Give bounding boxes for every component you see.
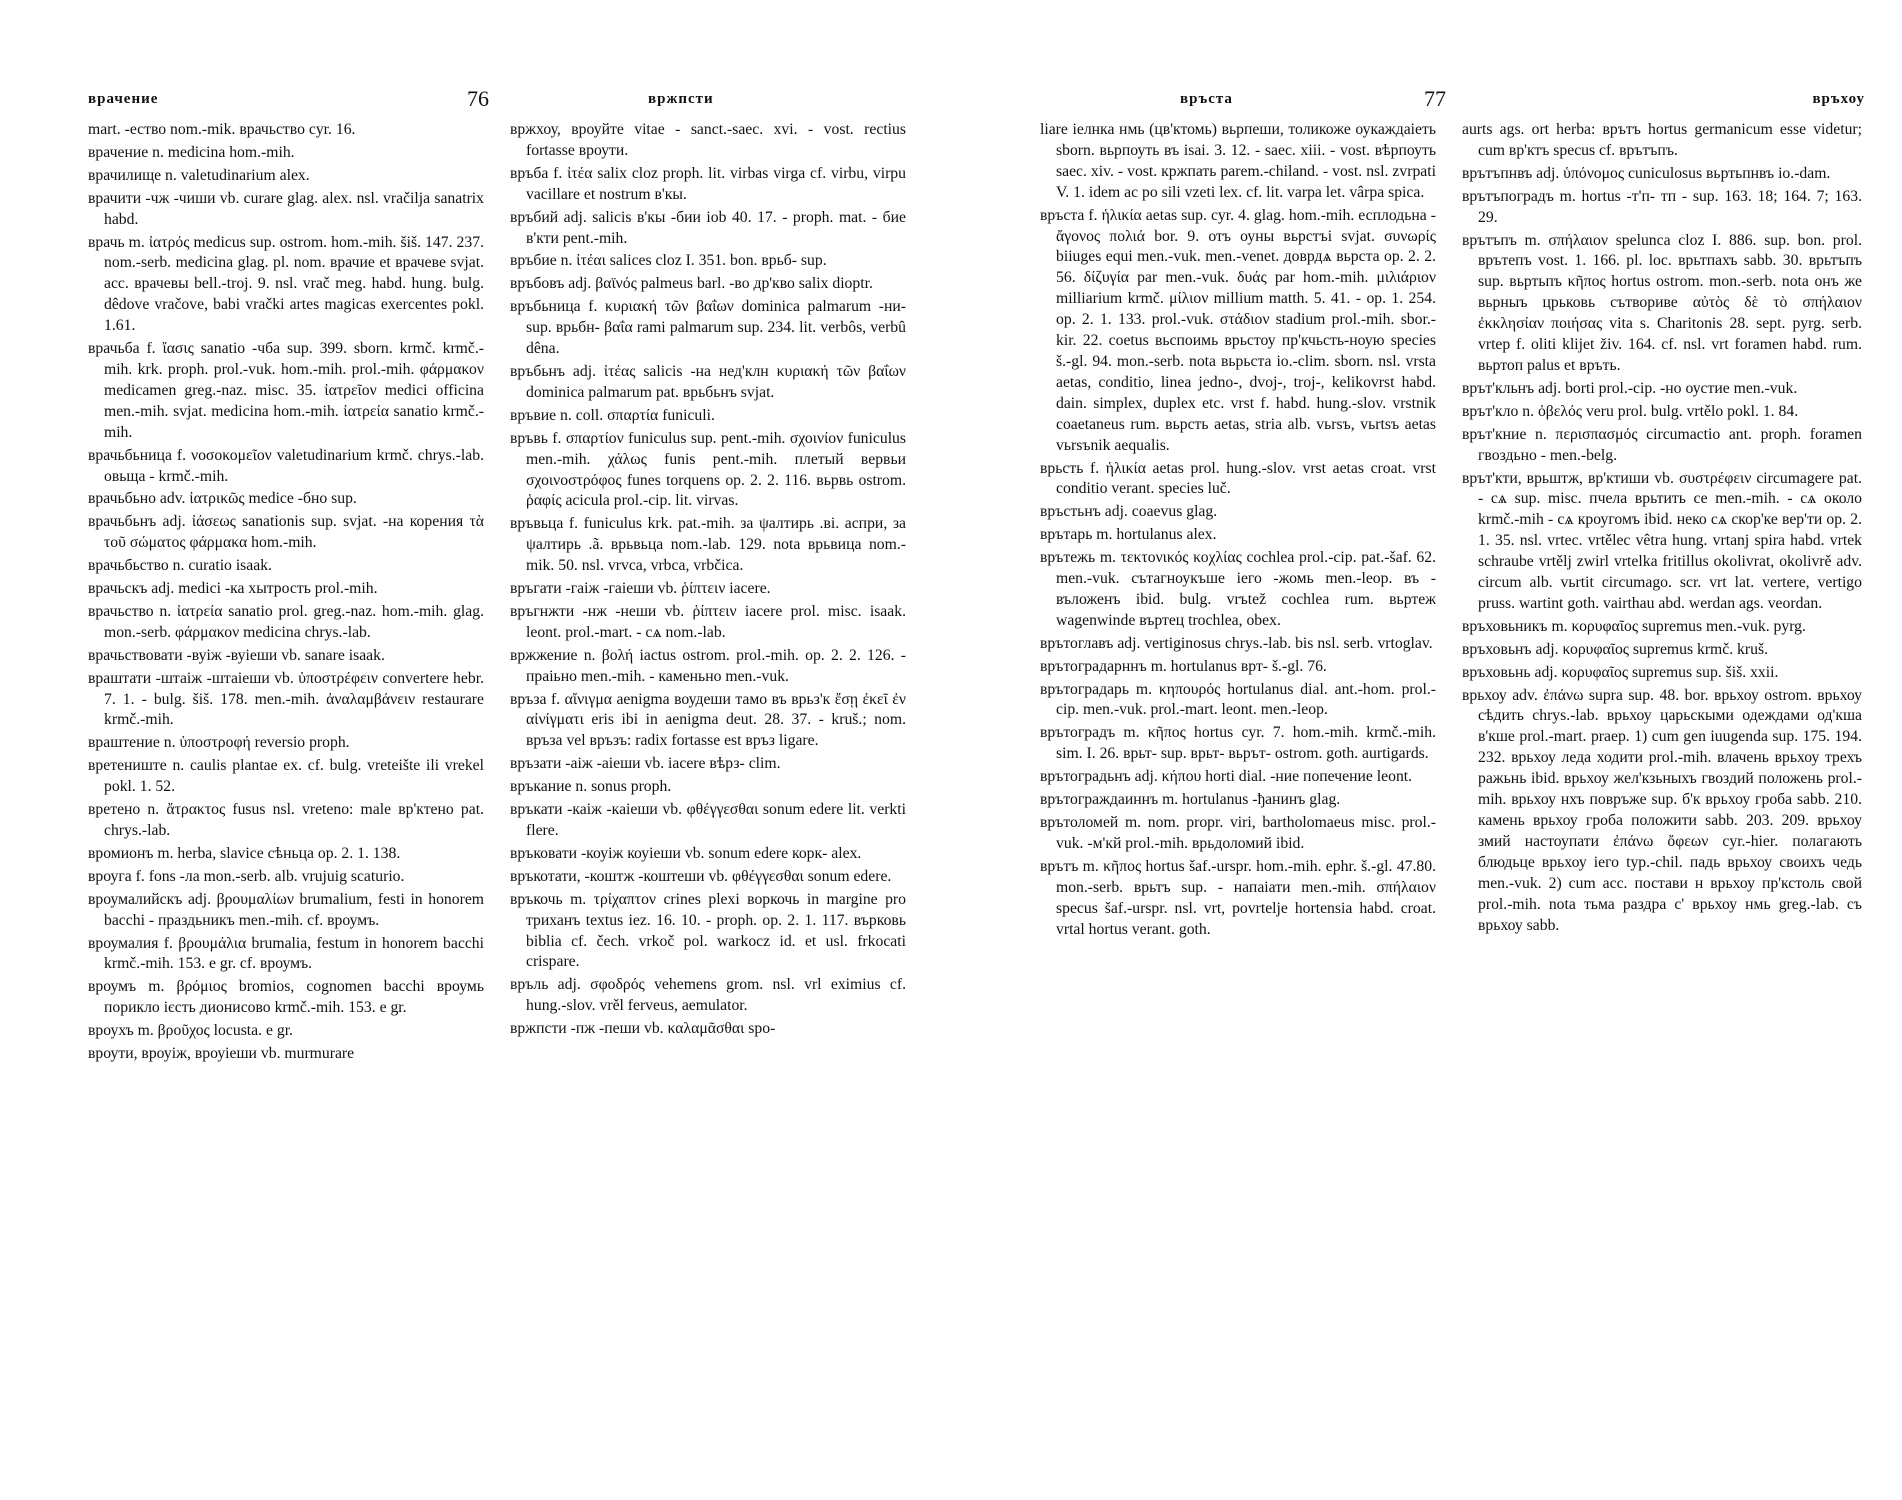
dictionary-entry: врътарь m. hortulanus alex. (1040, 526, 1217, 544)
header-left-word: врачение (88, 91, 159, 107)
header-right-word: връхоу (1812, 91, 1865, 107)
dictionary-entry: врьсть f. ἡλικία aetas prol. hung.-slov. vrst aetas croat. vrst conditio verant. species luč. (1040, 459, 1436, 498)
dictionary-entry: връбовъ adj. βαϊνός palmeus barl. -во др'кво salix dioptr. (510, 275, 873, 293)
dictionary-entry: връкати -каіж -каіеши vb. φθέγγεσθαι sonum edere lit. verkti flere. (510, 801, 906, 839)
dictionary-entry: вроухъ m. βροῦχος locusta. e gr. (88, 1022, 293, 1040)
dictionary-entry: врътоглавъ adj. vertiginosus chrys.-lab. bis nsl. serb. vrtoglav. (1040, 634, 1433, 652)
column-left (1040, 120, 1436, 1460)
dictionary-entry: врачьскъ adj. medici -ка хытрость prol.-mih. (88, 580, 378, 598)
dictionary-entry: връста f. ἡλικία aetas sup. cyr. 4. glag. hom.-mih. есплодьна - ἄγονος πολιά bor. 9. отъ оуны вьрстъі svjat. συνωρίς biiuges equi men.-vuk. men.-venet. доврдѧ вьрста op. 2. 2. 56. δίζυγία par men.-vuk. δυάς par hom.-mih. μιλιάριον milliarium krmč. μίλιον millium matth. 5. 41. - op. 1. 254. op. 2. 1. 133. prol.-vuk. στάδιον stadium prol.-mih. sbor.-kir. 22. coetus вьспоимь врьстоу пр'кчьсть-ноую species š.-gl. 94. mon.-serb. nota вьрьста io.-clim. sborn. nsl. vrsta aetas, conditio, linea jedno-, dvoj-, troj-, kelikovrst habd. dain. simplex, duplex etc. vrst f. habd. hung.-slov. vrstnik coaetaneus rum. вьрсть aetas, stria alb. vьrsъ, vьrtsъ aetas vьrsъnik aequalis. (1040, 206, 1436, 454)
dictionary-entry: врачьство n. ἰατρεία sanatio prol. greg.-naz. hom.-mih. glag. mon.-serb. φάρμακον medicina chrys.-lab. (88, 602, 484, 641)
column-left (88, 120, 484, 1460)
dictionary-entry: връховьнъ adj. κορυφαῖος supremus krmč. kruš. (1462, 640, 1768, 658)
dictionary-entry: врачилище n. valetudinarium alex. (88, 166, 310, 184)
dictionary-entry: връбий adj. salicis в'кы -бии iob 40. 17. - proph. mat. - бие в'кти pent.-mih. (510, 208, 906, 247)
dictionary-entry: врачение n. medicina hom.-mih. (88, 143, 295, 161)
dictionary-entry: вржпсти -пж -пеши vb. καλαμᾶσθαι spo- (510, 1020, 776, 1038)
dictionary-entry: връбие n. ἰτέαι salices cloz I. 351. bon. врьб- sup. (510, 252, 827, 270)
dictionary-entry: вромионъ m. herba, slavice сѣньца op. 2. 1. 138. (88, 844, 401, 862)
dictionary-entry: врът'кти, врьштж, вр'ктиши vb. συστρέφειν circumagere pat. - сѧ sup. misc. пчела врьтить се men.-mih. - сѧ около krmč.-mih - сѧ кроугомъ ibid. неко сѧ скор'ке вер'ти op. 2. 1. 35. nsl. vrtec. vrtělec vêtra hung. vrtanj spira habd. vrtek schraube vrtělj zwirl vrtelka fritillus okolivrat, okolivrě adv. circum alb. vьrtit circumago. scr. vrt lat. vertere, vertigo pruss. wartint goth. vairthau abd. werdan ags. veordan. (1462, 469, 1862, 612)
dictionary-entry: врачьбьство n. curatio isaak. (88, 557, 272, 575)
dictionary-entry: врътограждаиннъ m. hortulanus -ђанинъ glag. (1040, 791, 1341, 809)
dictionary-entry: врачьствовати -вуіж -вуіеши vb. sanare isaak. (88, 646, 385, 664)
dictionary-entry: врътоградьнъ adj. κήπου horti dial. -ние попечение leont. (1040, 768, 1413, 786)
dictionary-entry: връковати -коуіж коуіеши vb. sonum edere корк- alex. (510, 844, 862, 862)
dictionary-entry: връгати -гаіж -гаіеши vb. ῥίπτειν iacere. (510, 580, 771, 598)
dictionary-entry: врътоломей m. nom. propr. viri, bartholomaeus misc. prol.-vuk. -м'кй prol.-mih. врьдоломий ibid. (1040, 814, 1436, 852)
dictionary-entry: връза f. αἴνιγμα aenigma воудеши тамо въ врьз'к ἔσῃ ἐκεῖ ἐν αἰνίγματι eris ibi in aenigma deut. 28. 37. - kruš.; nom. връза vel връзъ: radix fortasse est връз ligare. (510, 690, 906, 750)
dictionary-entry: вроумалия f. βρουμάλια brumalia, festum in honorem bacchi krmč.-mih. 153. e gr. cf. вроумъ. (88, 934, 484, 973)
page-number: 77 (1424, 86, 1446, 111)
dictionary-entry: връховьнь adj. κορυφαῖος supremus sup. šiš. xxii. (1462, 663, 1779, 681)
dictionary-entry: врътъпнвъ adj. ὑπόνομος cuniculosus вьртьпнвъ io.-dam. (1462, 164, 1831, 182)
dictionary-entry: вроути, вроуіж, вроуіеши vb. murmurare (88, 1045, 355, 1063)
dictionary-entry: връзати -аіж -аіеши vb. iacere вѣрз- clim. (510, 755, 781, 773)
dictionary-entry: връкотати, -коштж -коштеши vb. φθέγγεσθαι sonum edere. (510, 867, 892, 885)
dictionary-entry: врачьбьнъ adj. ἰάσεως sanationis sup. svjat. -на корения τὰ τοῦ σώματος φάρμακα hom.-mih. (88, 513, 484, 552)
dictionary-entry: вроуга f. fons -ла mon.-serb. alb. vrujuig scaturio. (88, 867, 405, 885)
dictionary-entry: врътоградарннъ m. hortulanus врт- š.-gl. 76. (1040, 657, 1327, 675)
page-header (1040, 84, 1865, 114)
dictionary-entry: връбьнъ adj. ἰτέας salicis -на нед'клн κυριακή τῶν βαΐων dominica palmarum pat. врьбьнъ svjat. (510, 362, 906, 401)
dictionary-entry: връвие n. coll. σπαρτία funiculi. (510, 406, 715, 424)
dictionary-entry: врътежь m. τεκτονικός κοχλίας cochlea prol.-cip. pat.-šaf. 62. men.-vuk. сътагноукъше іего -жомь men.-leop. въ - въложенъ ibid. bulg. vrъtež cochlea rum. вьртеж wagenwinde въртец trochlea, obex. (1040, 549, 1436, 629)
dictionary-entry: връвьца f. funiculus krk. pat.-mih. за ψалтирь .ві. аспри, за ψалтирь .ã. врьвьца nom.-lab. 129. nota врьвица nom.-mik. 50. nsl. vrvca, vrbca, vrbčica. (510, 515, 906, 575)
dictionary-entry: вроумалийскъ adj. βρουμαλίων brumalium, festi in honorem bacchi - праздьникъ men.-mih. cf. вроумъ. (88, 890, 484, 929)
dictionary-entry: вржжение n. βολή iactus ostrom. prol.-mih. op. 2. 2. 126. - праіьно men.-mih. - каменьно men.-vuk. (510, 646, 906, 685)
page-header (88, 84, 918, 114)
dictionary-entry: вретено n. ἄτρακτος fusus nsl. vreteno: male вр'ктено pat. chrys.-lab. (88, 801, 484, 839)
dictionary-entry: aurts ags. ort herba: врътъ hortus germanicum esse videtur; cum вр'ктъ specus cf. врътъпъ. (1462, 121, 1862, 159)
dictionary-entry: връвь f. σπαρτίον funiculus sup. pent.-mih. σχοινίον funiculus men.-mih. χάλως funis pent.-mih. плетый вервьи σχοινοστρόφος funes torquens op. 2. 2. 116. вьрвь ostrom. ῥαφίς acicula prol.-cip. lit. virvas. (510, 429, 906, 510)
dictionary-entry: mart. -ество nom.-mik. врачьство cyr. 16. (88, 121, 356, 138)
dictionary-entry: врътъпъ m. σπήλαιον spelunca cloz I. 886. sup. bon. prol. врътепъ vost. 1. 166. pl. loc. врьтпахъ sabb. 30. врьтъпъ sup. вьртьпъ κῆπος hortus ostrom. mon.-serb. nota онъ же вьрныъ црьковь сътвориве αὐτὸς δὲ τὸ σπήλαιον ἐκκλησίαν ποιήσας vita s. Charitonis 28. sept. pyrg. serb. vrtep f. oliti klijet živ. 164. cf. nsl. vrt foramen habd. rum. вьртоп palus et връть. (1462, 231, 1862, 374)
dictionary-entry: връкочь m. τρίχαπτον crines plexi воркочь in margine pro триханъ textus iez. 16. 10. - proph. op. 2. 1. 117. върковь biblia cf. čech. vrkoč pol. warkocz id. et usl. frkocati crispare. (510, 890, 906, 971)
dictionary-entry: враштати -штаіж -штаіеши vb. ὑποστρέφειν convertere hebr. 7. 1. - bulg. šiš. 178. men.-mih. ἀναλαμβάνειν restaurare krmč.-mih. (88, 669, 484, 729)
dictionary-entry: врътъ m. κῆπος hortus šaf.-urspr. hom.-mih. ephr. š.-gl. 47.80. mon.-serb. врьтъ sup. - напаіати men.-mih. σπήλαιον specus šaf.-urspr. nsl. vrt, povrtelje hortensia habd. croat. vrtal hortus verant. goth. (1040, 857, 1436, 938)
column-right (1462, 120, 1862, 1460)
column-right (510, 120, 906, 1460)
dictionary-entry: връль adj. σφοδρός vehemens grom. nsl. vrl eximius cf. hung.-slov. vrěl ferveus, aemulator. (510, 976, 906, 1015)
dictionary-entry: връховьникъ m. κορυφαῖος supremus men.-vuk. pyrg. (1462, 617, 1806, 635)
header-left-word: връста (1180, 91, 1233, 107)
dictionary-entry: вретениште n. caulis plantae ex. cf. bulg. vreteište ili vrekel pokl. 1. 52. (88, 757, 484, 796)
dictionary-entry: врачити -чж -чиши vb. curare glag. alex. nsl. vračilja sanatrix habd. (88, 189, 484, 228)
page-number: 76 (467, 86, 489, 111)
dictionary-entry: врътъпоградъ m. hortus -т'п- тп - sup. 163. 18; 164. 7; 163. 29. (1462, 187, 1862, 226)
dictionary-entry: връстьнъ adj. coaevus glag. (1040, 503, 1218, 521)
dictionary-entry: врачьбьно adv. ἰατρικῶς medice -бно sup. (88, 490, 357, 508)
left-page (88, 0, 918, 1500)
dictionary-entry: врът'кние n. περισπασμός circumactio ant. proph. foramen гвоздьно - men.-belg. (1462, 425, 1862, 464)
dictionary-entry: враштение n. ὑποστροφή reversio proph. (88, 734, 350, 752)
dictionary-entry: врът'кльнъ adj. borti prol.-cip. -но оустие men.-vuk. (1462, 379, 1798, 397)
dictionary-entry: врътоградъ m. κῆπος hortus cyr. 7. hom.-mih. krmč.-mih. sim. I. 26. врьт- sup. врьт- вьрът- ostrom. goth. aurtigards. (1040, 724, 1436, 763)
dictionary-entry: врьхоу adv. ἐπάνω supra sup. 48. bor. врьхоу ostrom. врьхоу сѣдить chrys.-lab. врьхоу царьскыми одеждами од'кша в'кше prol.-mart. praep. 1) cum gen iuugenda sup. 175. 194. 232. врьхоу леда ходити prol.-mih. влачень врьхоу трехъ ражьнь ibid. врьхоу жел'кзьныхъ гвоздий положень prol.-mih. врьхоу нхъ повръже sup. б'к врьхоу гроба sabb. 210. камень врьхоу гроба положити sabb. 203. 209. врьхоу змий настоупати ἐπάνω ὄφεων cyr.-hier. полагають блюдьце врьхоу іего typ.-chil. падь врьхоу своихъ чедь men.-vuk. 2) cum acc. постави н врьхоу пр'кстоль свой prol.-mih. nota тьма раздра с' врьхоу нмь greg.-lab. съ врьхоу sabb. (1462, 686, 1862, 934)
dictionary-entry: връба f. ἰτέα salix cloz proph. lit. virbas virga cf. virbu, virpu vacillare et nostrum в'кы. (510, 164, 906, 203)
dictionary-entry: врачь m. ἰατρός medicus sup. ostrom. hom.-mih. šiš. 147. 237. nom.-serb. medicina glag. pl. nom. врачие et врачеве svjat. acc. врачевы bell.-troj. 9. nsl. vrač meg. habd. hung. bulg. dêdove vračove, babi vrački artes magicas exercentes pokl. 1.61. (88, 233, 484, 335)
dictionary-entry: вржхоу, вроуйте vitae - sanct.-saec. xvi. - vost. rectius fortasse вроути. (510, 121, 906, 159)
header-right-word: вржпсти (648, 91, 714, 107)
dictionary-entry: връбьница f. κυριακή τῶν βαΐων dominica palmarum -ни- sup. врьбн- βαΐα rami palmarum sup. 234. lit. verbôs, verbû dêna. (510, 298, 906, 358)
dictionary-entry: връкание n. sonus proph. (510, 778, 672, 796)
dictionary-entry: вроумъ m. βρόμιος bromios, cognomen bacchi вроумь порикло ієсть дионисово krmč.-mih. 153. e gr. (88, 978, 484, 1017)
dictionary-entry: връгнжти -нж -неши vb. ῥίπτειν iacere prol. misc. isaak. leont. prol.-mart. - сѧ nom.-lab. (510, 602, 906, 641)
dictionary-entry: врачьбьница f. νοσοκομεῖον valetudinarium krmč. chrys.-lab. овьща - krmč.-mih. (88, 446, 484, 485)
dictionary-entry: врачьба f. ἴασις sanatio -чба sup. 399. sborn. krmč. krmč.-mih. krk. proph. prol.-vuk. hom.-mih. prol.-mih. φάρμακον medicamen greg.-naz. misc. 35. ἰατρεῖον medici officina men.-mih. svjat. medicina hom.-mih. ἰατρεία sanatio krmč.-mih. (88, 340, 484, 441)
right-page (1040, 0, 1865, 1500)
dictionary-entry: врътоградарь m. κηπουρός hortulanus dial. ant.-hom. prol.-cip. men.-vuk. prol.-mart. leont. men.-leop. (1040, 680, 1436, 719)
dictionary-entry: liare іелнка нмь (цв'ктомь) вьрпеши, толикоже оукаждаіеть sborn. вьрпоуть въ isai. 3. 12. - saec. xiii. - vost. вѣрпоуть saec. xiv. - vost. кржпать parem.-chiland. - vost. nsl. zvrpati V. 1. idem ac po sili vzeti lex. cf. lit. varpa let. vârpa spica. (1040, 121, 1436, 201)
dictionary-entry: врът'кло n. ὀβελός veru prol. bulg. vrtělo pokl. 1. 84. (1462, 402, 1799, 420)
